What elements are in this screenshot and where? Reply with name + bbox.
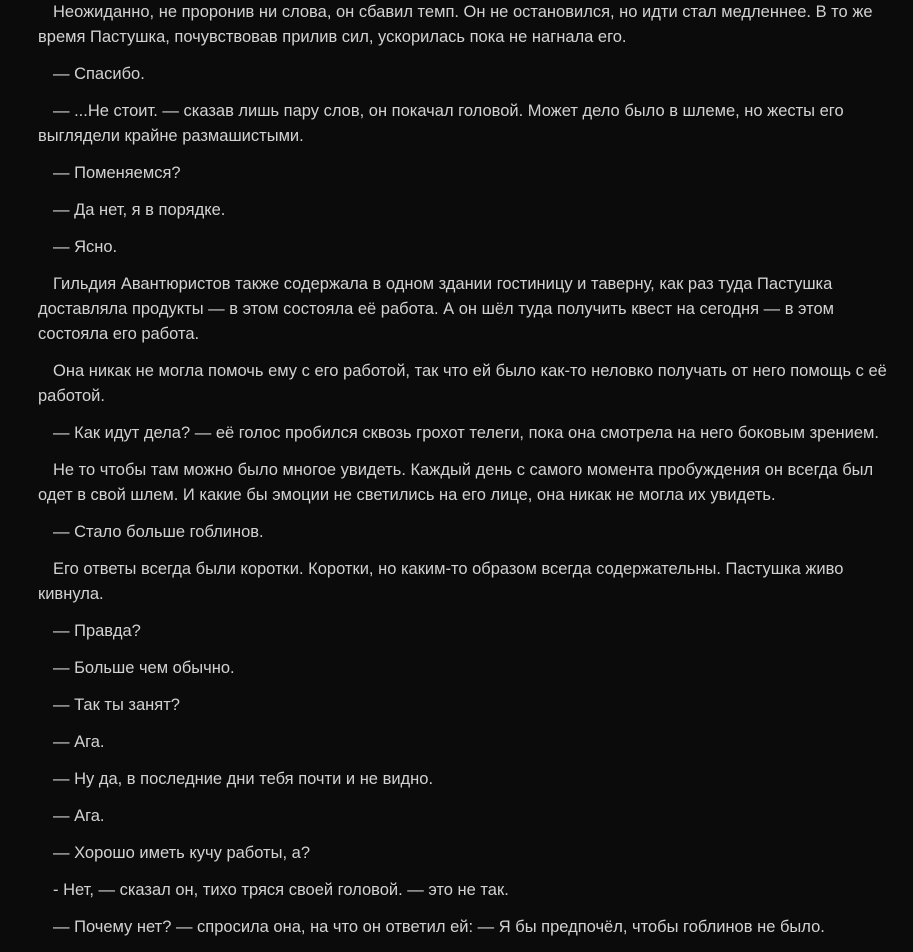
paragraph: — Ясно. bbox=[53, 238, 118, 256]
paragraph: Гильдия Авантюристов также содержала в одном здании гостиницу и таверну, как раз туда Пастушка доставляла продукты — в этом состояла её работа. А он шёл туда получить квест на сегодня — в этом состояла его работа. bbox=[38, 275, 834, 343]
paragraph: - Нет, — сказал он, тихо тряся своей головой. — это не так. bbox=[53, 881, 509, 899]
paragraph: — Поменяемся? bbox=[53, 164, 181, 182]
paragraph: — ...Не стоит. — сказав лишь пару слов, он покачал головой. Может дело было в шлеме, но жесты его выглядели крайне размашистыми. bbox=[38, 102, 844, 145]
paragraph: — Ну да, в последние дни тебя почти и не видно. bbox=[53, 770, 434, 788]
paragraph: — Как идут дела? — её голос пробился сквозь грохот телеги, пока она смотрела на него боковым зрением. bbox=[53, 424, 879, 442]
paragraph: — Да нет, я в порядке. bbox=[53, 201, 226, 219]
paragraph: Не то чтобы там можно было многое увидеть. Каждый день с самого момента пробуждения он всегда был одет в свой шлем. И какие бы эмоции не светились на его лице, она никак не могла их увидеть. bbox=[38, 461, 874, 504]
paragraph: — Так ты занят? bbox=[53, 696, 180, 714]
paragraph: — Хорошо иметь кучу работы, а? bbox=[53, 844, 310, 862]
paragraph: Его ответы всегда были коротки. Коротки, но каким-то образом всегда содержательны. Пастушка живо кивнула. bbox=[38, 560, 844, 603]
paragraph: — Ага. bbox=[53, 807, 105, 825]
paragraph: — Больше чем обычно. bbox=[53, 659, 235, 677]
paragraph: — Правда? bbox=[53, 622, 141, 640]
paragraph: — Ага. bbox=[53, 733, 105, 751]
paragraph: Она никак не могла помочь ему с его работой, так что ей было как-то неловко получать от него помощь с её работой. bbox=[38, 362, 887, 405]
paragraph: — Стало больше гоблинов. bbox=[53, 523, 264, 541]
paragraph: — Спасибо. bbox=[53, 65, 145, 83]
chapter-text bbox=[38, 0, 894, 952]
paragraph: Неожиданно, не проронив ни слова, он сбавил темп. Он не остановился, но идти стал медленнее. В то же время Пастушка, почувствовав прилив сил, ускорилась пока не нагнала его. bbox=[38, 3, 873, 46]
paragraph: — Почему нет? — спросила она, на что он ответил ей: — Я бы предпочёл, чтобы гоблинов не было. bbox=[53, 918, 825, 936]
